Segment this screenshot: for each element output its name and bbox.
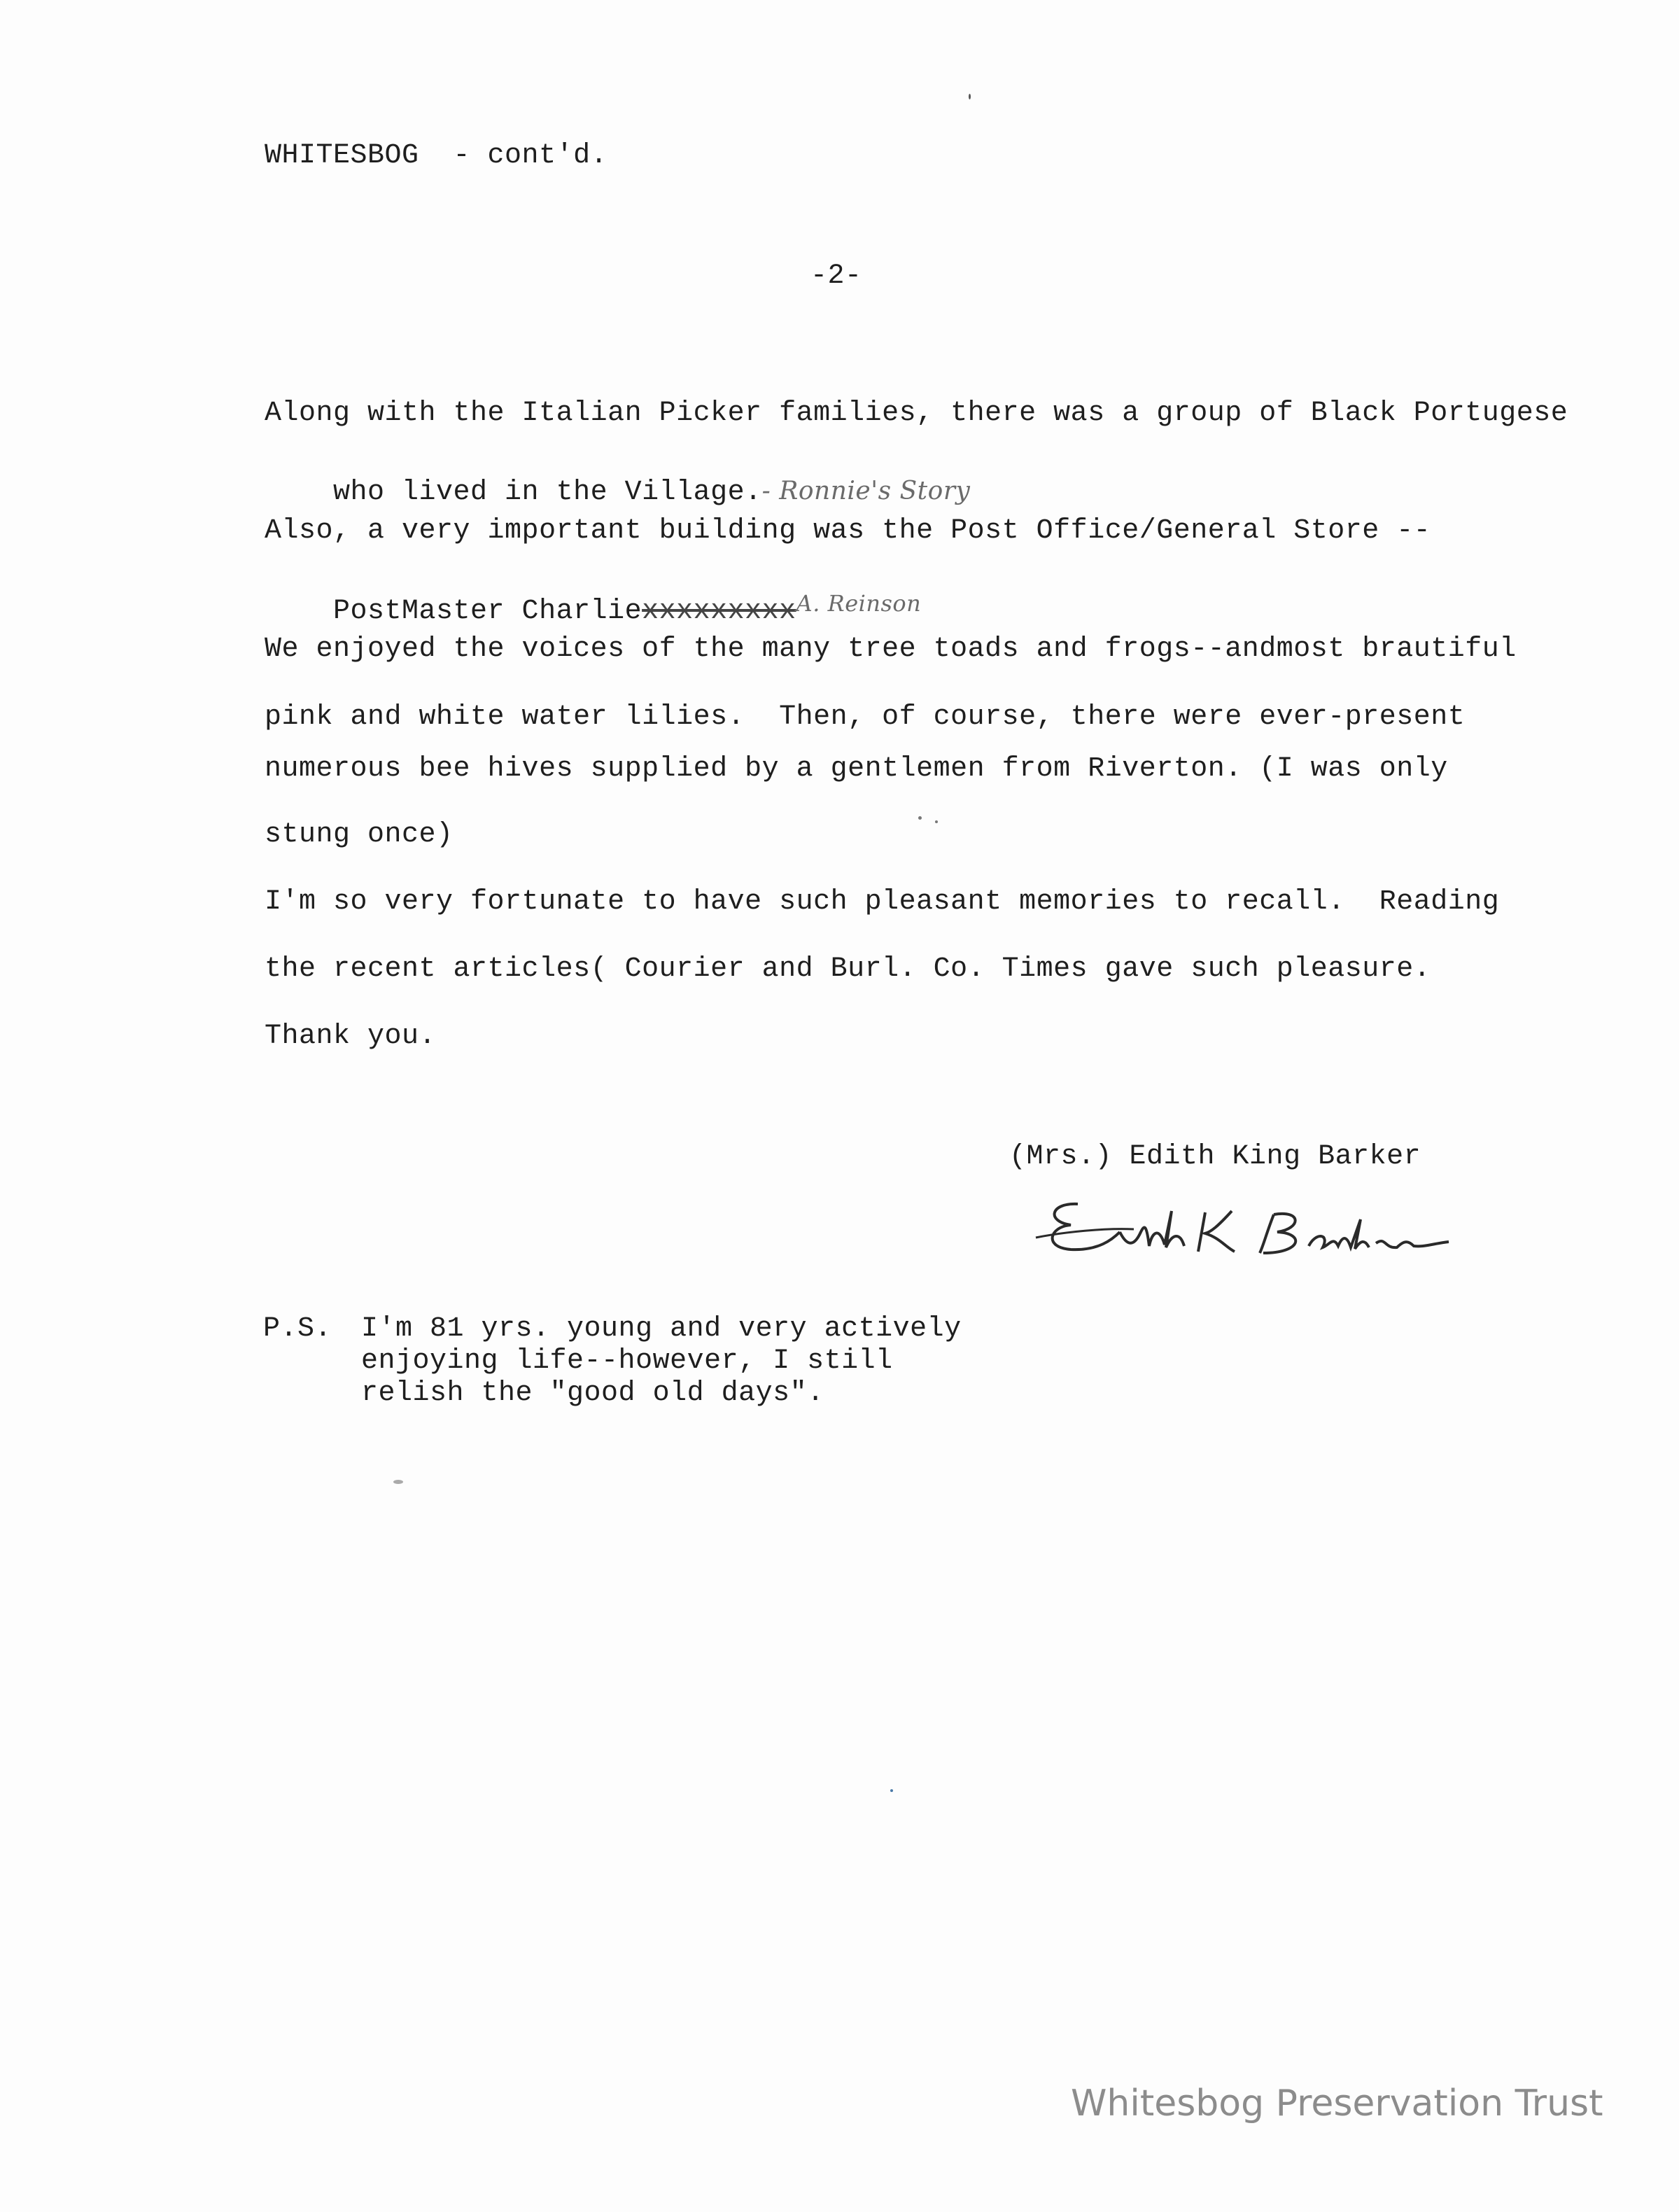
ink-speck	[918, 816, 922, 820]
postscript-line-2: enjoying life--however, I still	[361, 1345, 893, 1377]
struck-text: xxxxxxxxx	[642, 596, 796, 627]
body-line-9: I'm so very fortunate to have such pleasant memories to recall. Reading	[265, 886, 1500, 918]
ink-speck	[969, 94, 971, 99]
body-line-3: Also, a very important building was the Post Office/General Store --	[265, 515, 1431, 547]
body-line-11: Thank you.	[265, 1021, 437, 1052]
body-line-8: stung once)	[265, 819, 454, 850]
ink-speck	[890, 1789, 893, 1792]
handwritten-note-1: - Ronnie's Story	[761, 477, 971, 505]
postscript-line-3: relish the "good old days".	[361, 1378, 824, 1409]
ink-speck	[935, 820, 938, 823]
body-line-1: Along with the Italian Picker families, there was a group of Black Portugese	[265, 398, 1568, 429]
body-line-10: the recent articles( Courier and Burl. Co. Times gave such pleasure.	[265, 953, 1431, 985]
postscript-line-1: I'm 81 yrs. young and very actively	[361, 1313, 962, 1345]
signature	[1022, 1183, 1456, 1274]
document-header: WHITESBOG - cont'd.	[265, 140, 608, 172]
body-line-7: numerous bee hives supplied by a gentlemen from Riverton. (I was only	[265, 753, 1448, 785]
postscript-label: P.S.	[263, 1313, 332, 1345]
body-line-4-text: PostMaster Charlie	[333, 596, 642, 627]
page-number: -2-	[810, 260, 862, 292]
handwritten-note-2: A. Reinson	[796, 590, 922, 617]
body-line-5: We enjoyed the voices of the many tree toads and frogs--andmost brautiful	[265, 634, 1517, 665]
ink-speck	[393, 1480, 403, 1484]
body-line-6: pink and white water lilies. Then, of course, there were ever-present	[265, 701, 1466, 733]
closing-name: (Mrs.) Edith King Barker	[1009, 1141, 1421, 1172]
watermark-text: Whitesbog Preservation Trust	[1071, 2082, 1603, 2124]
body-line-2-text: who lived in the Village.	[333, 477, 762, 508]
